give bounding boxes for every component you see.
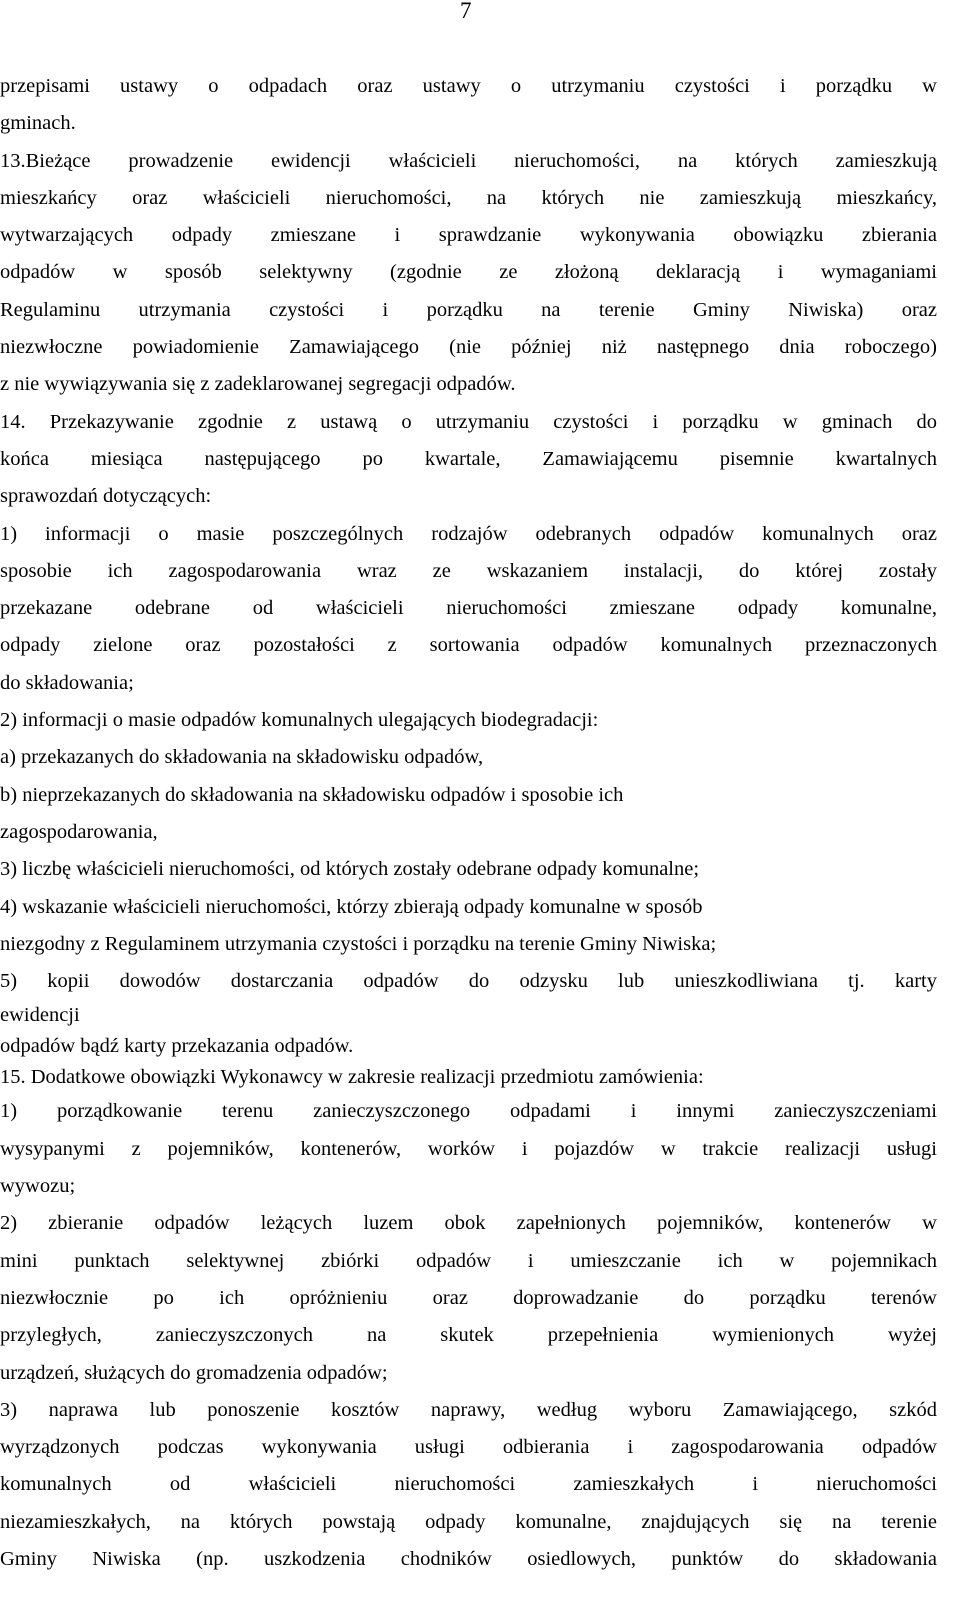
text-line: Gminy Niwiska (np. uszkodzenia chodników osiedlowych, punktów do składowania [0, 1547, 937, 1570]
text-line: sposobie ich zagospodarowania wraz ze wskazaniem instalacji, do której zostały [0, 559, 937, 582]
text-line: ewidencji [0, 1004, 80, 1027]
text-line: wysypanymi z pojemników, kontenerów, worków i pojazdów w trakcie realizacji usługi [0, 1137, 937, 1160]
text-line: 4) wskazanie właścicieli nieruchomości, którzy zbierają odpady komunalne w sposób [0, 895, 703, 918]
text-line: urządzeń, służących do gromadzenia odpadów; [0, 1361, 388, 1384]
text-line: a) przekazanych do składowania na składowisku odpadów, [0, 746, 484, 769]
text-line: 3) liczbę właścicieli nieruchomości, od których zostały odebrane odpady komunalne; [0, 858, 700, 881]
text-line: niezwłocznie po ich opróżnieniu oraz doprowadzanie do porządku terenów [0, 1286, 937, 1309]
text-line: przyległych, zanieczyszczonych na skutek przepełnienia wymienionych wyżej [0, 1324, 937, 1347]
text-line: wyrządzonych podczas wykonywania usługi odbierania i zagospodarowania odpadów [0, 1436, 937, 1459]
text-line: niezgodny z Regulaminem utrzymania czystości i porządku na terenie Gminy Niwiska; [0, 932, 717, 955]
text-line: 1) informacji o masie poszczególnych rodzajów odebranych odpadów komunalnych oraz [0, 522, 937, 545]
text-line: gminach. [0, 112, 76, 135]
text-line: 2) zbieranie odpadów leżących luzem obok zapełnionych pojemników, kontenerów w [0, 1212, 937, 1235]
text-line: zagospodarowania, [0, 820, 158, 843]
text-line: niezamieszkałych, na których powstają odpady komunalne, znajdujących się na terenie [0, 1510, 937, 1533]
text-line: mini punktach selektywnej zbiórki odpadów i umieszczanie ich w pojemnikach [0, 1249, 937, 1272]
text-line: Regulaminu utrzymania czystości i porządku na terenie Gminy Niwiska) oraz [0, 298, 937, 321]
text-line: końca miesiąca następującego po kwartale, Zamawiającemu pisemnie kwartalnych [0, 447, 937, 470]
text-line: wywozu; [0, 1175, 76, 1198]
text-line: odpadów w sposób selektywny (zgodnie ze złożoną deklaracją i wymaganiami [0, 261, 937, 284]
text-line: 15. Dodatkowe obowiązki Wykonawcy w zakresie realizacji przedmiotu zamówienia: [0, 1066, 704, 1089]
text-line: 13.Bieżące prowadzenie ewidencji właścicieli nieruchomości, na których zamieszkują [0, 149, 937, 172]
text-line: 14. Przekazywanie zgodnie z ustawą o utrzymaniu czystości i porządku w gminach do [0, 410, 937, 433]
text-line: komunalnych od właścicieli nieruchomości zamieszkałych i nieruchomości [0, 1473, 937, 1496]
text-line: do składowania; [0, 671, 134, 694]
text-line: odpadów bądź karty przekazania odpadów. [0, 1035, 354, 1058]
text-line: przekazane odebrane od właścicieli nieruchomości zmieszane odpady komunalne, [0, 597, 937, 620]
text-line: wytwarzających odpady zmieszane i sprawdzanie wykonywania obowiązku zbierania [0, 224, 937, 247]
text-line: b) nieprzekazanych do składowania na składowisku odpadów i sposobie ich [0, 783, 624, 806]
page-number: 7 [460, 0, 472, 23]
text-line: mieszkańcy oraz właścicieli nieruchomości, na których nie zamieszkują mieszkańcy, [0, 186, 937, 209]
text-line: przepisami ustawy o odpadach oraz ustawy o utrzymaniu czystości i porządku w [0, 75, 937, 97]
text-line: 3) naprawa lub ponoszenie kosztów naprawy, według wyboru Zamawiającego, szkód [0, 1398, 937, 1421]
text-line: 5) kopii dowodów dostarczania odpadów do odzysku lub unieszkodliwiana tj. karty [0, 970, 937, 993]
text-line: sprawozdań dotyczących: [0, 485, 212, 508]
document-body [0, 68, 937, 1578]
text-line: z nie wywiązywania się z zadeklarowanej segregacji odpadów. [0, 373, 516, 396]
text-line: niezwłoczne powiadomienie Zamawiającego (nie później niż następnego dnia roboczego) [0, 336, 937, 359]
text-line: odpady zielone oraz pozostałości z sortowania odpadów komunalnych przeznaczonych [0, 634, 937, 657]
text-line: 1) porządkowanie terenu zanieczyszczonego odpadami i innymi zanieczyszczeniami [0, 1100, 937, 1123]
text-line: 2) informacji o masie odpadów komunalnych ulegających biodegradacji: [0, 709, 599, 732]
